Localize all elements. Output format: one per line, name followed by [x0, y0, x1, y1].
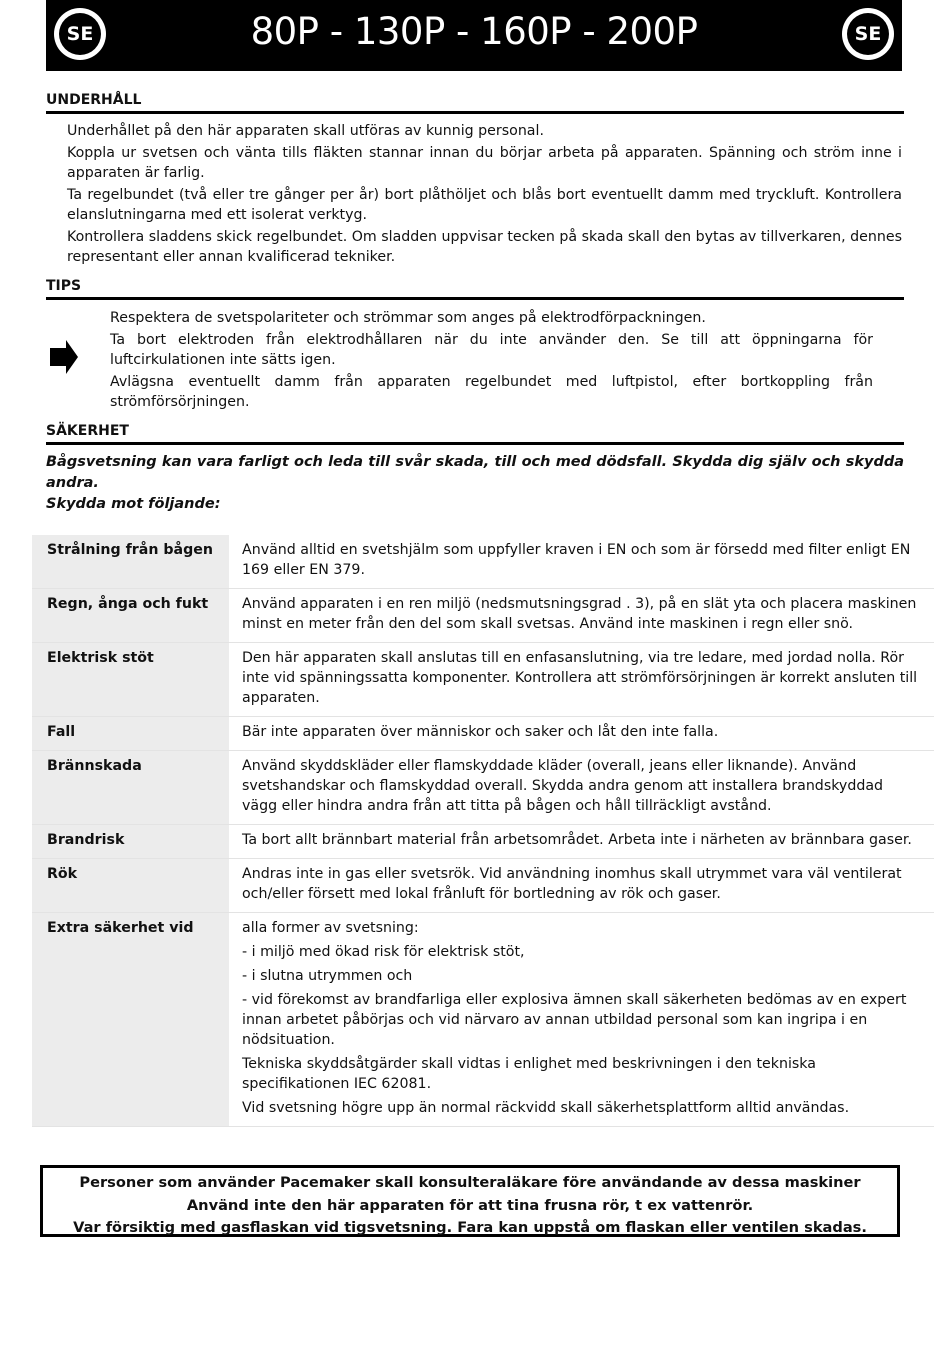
hazard-line: Använd skyddskläder eller flamskyddade kläder (overall, jeans eller liknande). Använd svetshandskar och flamskyddad overall. Skydda andra genom att installera brandskyddad vägg eller hindra andra från att titta på bågen och håll tillräckligt avstånd.: [242, 758, 884, 814]
hazard-label: Fall: [32, 717, 229, 751]
warning-line: Använd inte den här apparaten för att tina frusna rör, t ex vattenrör.: [186, 1196, 754, 1214]
hazard-description: [242, 859, 934, 913]
safety-table: [32, 535, 934, 1127]
tips-text: [110, 308, 873, 414]
hazard-label: Elektrisk stöt: [32, 643, 229, 717]
warning-box: [40, 1165, 900, 1237]
hazard-description: [242, 643, 934, 717]
hazard-line: Ta bort allt brännbart material från arbetsområdet. Arbeta inte i närheten av brännbara gaser.: [242, 832, 912, 848]
se-badge-label: SE: [847, 13, 889, 55]
table-row: [32, 717, 934, 751]
warning-line: Var försiktig med gasflaskan vid tigsvetsning. Fara kan uppstå om flaskan eller ventilen skadas.: [73, 1219, 867, 1236]
table-row: [32, 751, 934, 825]
hazard-label: Strålning från bågen: [32, 535, 229, 589]
hazard-line: - i miljö med ökad risk för elektrisk stöt,: [242, 944, 525, 960]
hazard-label: Extra säkerhet vid: [32, 913, 229, 1127]
maintenance-heading: UNDERHÅLL: [46, 92, 904, 114]
hazard-label: Rök: [32, 859, 229, 913]
hazard-line: Andras inte in gas eller svetsrök. Vid användning inomhus skall utrymmet vara väl ventilerat och/eller försett med lokal frånluft för bortledning av rök och gaser.: [242, 866, 902, 902]
safety-intro-protect: Skydda mot följande:: [46, 496, 221, 512]
table-row: [32, 535, 934, 589]
tips-heading: TIPS: [46, 278, 904, 300]
hazard-description: [242, 825, 934, 859]
maintenance-paragraph: Koppla ur svetsen och vänta tills fläkten stannar innan du börjar arbeta på apparaten. Spänning och ström inne i apparaten är farlig.: [67, 145, 902, 181]
hazard-description: [242, 535, 934, 589]
hazard-line: Bär inte apparaten över människor och saker och låt den inte falla.: [242, 724, 719, 740]
tips-paragraph: Respektera de svetspolariteter och strömmar som anges på elektrodförpackningen.: [110, 310, 706, 326]
arrow-right-icon: [50, 340, 78, 374]
hazard-label: Regn, ånga och fukt: [32, 589, 229, 643]
safety-heading: SÄKERHET: [46, 423, 904, 445]
hazard-description: [242, 751, 934, 825]
hazard-line: alla former av svetsning:: [242, 920, 419, 936]
maintenance-text: [67, 121, 902, 269]
hazard-line: Tekniska skyddsåtgärder skall vidtas i enlighet med beskrivningen i den tekniska specifikationen IEC 62081.: [242, 1056, 816, 1092]
hazard-description: [242, 913, 934, 1127]
table-row: [32, 859, 934, 913]
hazard-line: - i slutna utrymmen och: [242, 968, 413, 984]
page-title: 80P - 130P - 160P - 200P: [250, 10, 698, 53]
se-badge-label: SE: [59, 13, 101, 55]
maintenance-paragraph: Ta regelbundet (två eller tre gånger per år) bort plåthöljet och blås bort eventuellt damm med tryckluft. Kontrollera elanslutningarna med ett isolerat verktyg.: [67, 187, 902, 223]
maintenance-paragraph: Underhållet på den här apparaten skall utföras av kunnig personal.: [67, 123, 544, 139]
hazard-label: Brännskada: [32, 751, 229, 825]
tips-paragraph: Avlägsna eventuellt damm från apparaten regelbundet med luftpistol, efter bortkoppling från strömförsörjningen.: [110, 374, 873, 410]
maintenance-paragraph: Kontrollera sladdens skick regelbundet. Om sladden uppvisar tecken på skada skall den bytas av tillverkaren, dennes representant eller annan kvalificerad tekniker.: [67, 229, 902, 265]
table-row: [32, 913, 934, 1127]
se-badge-icon: [842, 8, 894, 60]
table-row: [32, 643, 934, 717]
safety-intro: [46, 452, 904, 515]
hazard-line: Använd apparaten i en ren miljö (nedsmutsningsgrad . 3), på en slät yta och placera maskinen minst en meter från den del som skall svetsas. Använd inte maskinen i regn eller snö.: [242, 596, 917, 632]
table-row: [32, 589, 934, 643]
hazard-line: Använd alltid en svetshjälm som uppfyller kraven i EN och som är försedd med filter enligt EN 169 eller EN 379.: [242, 542, 911, 578]
hazard-line: Vid svetsning högre upp än normal räckvidd skall säkerhetsplattform alltid användas.: [242, 1100, 850, 1116]
warning-line: Personer som använder Pacemaker skall konsulteraläkare före användande av dessa maskiner: [79, 1174, 861, 1191]
safety-intro-warning: Bågsvetsning kan vara farligt och leda till svår skada, till och med dödsfall. Skydda dig själv och skydda andra.: [46, 454, 904, 491]
hazard-description: [242, 589, 934, 643]
page-header: [46, 0, 902, 71]
hazard-line: - vid förekomst av brandfarliga eller explosiva ämnen skall säkerheten bedömas av en expert innan arbetet påbörjas och vid närvaro av annan utbildad personal som kan ingripa i en nödsituation.: [242, 992, 907, 1048]
table-row: [32, 825, 934, 859]
hazard-description: [242, 717, 934, 751]
tips-paragraph: Ta bort elektroden från elektrodhållaren när du inte använder den. Se till att öppningarna för luftcirkulationen inte sätts igen.: [110, 332, 873, 368]
hazard-label: Brandrisk: [32, 825, 229, 859]
hazard-line: Den här apparaten skall anslutas till en enfasanslutning, via tre ledare, med jordad nolla. Rör inte vid spänningssatta komponenter. Kontrollera att strömförsörjningen är korrekt ansluten till apparaten.: [242, 650, 918, 706]
